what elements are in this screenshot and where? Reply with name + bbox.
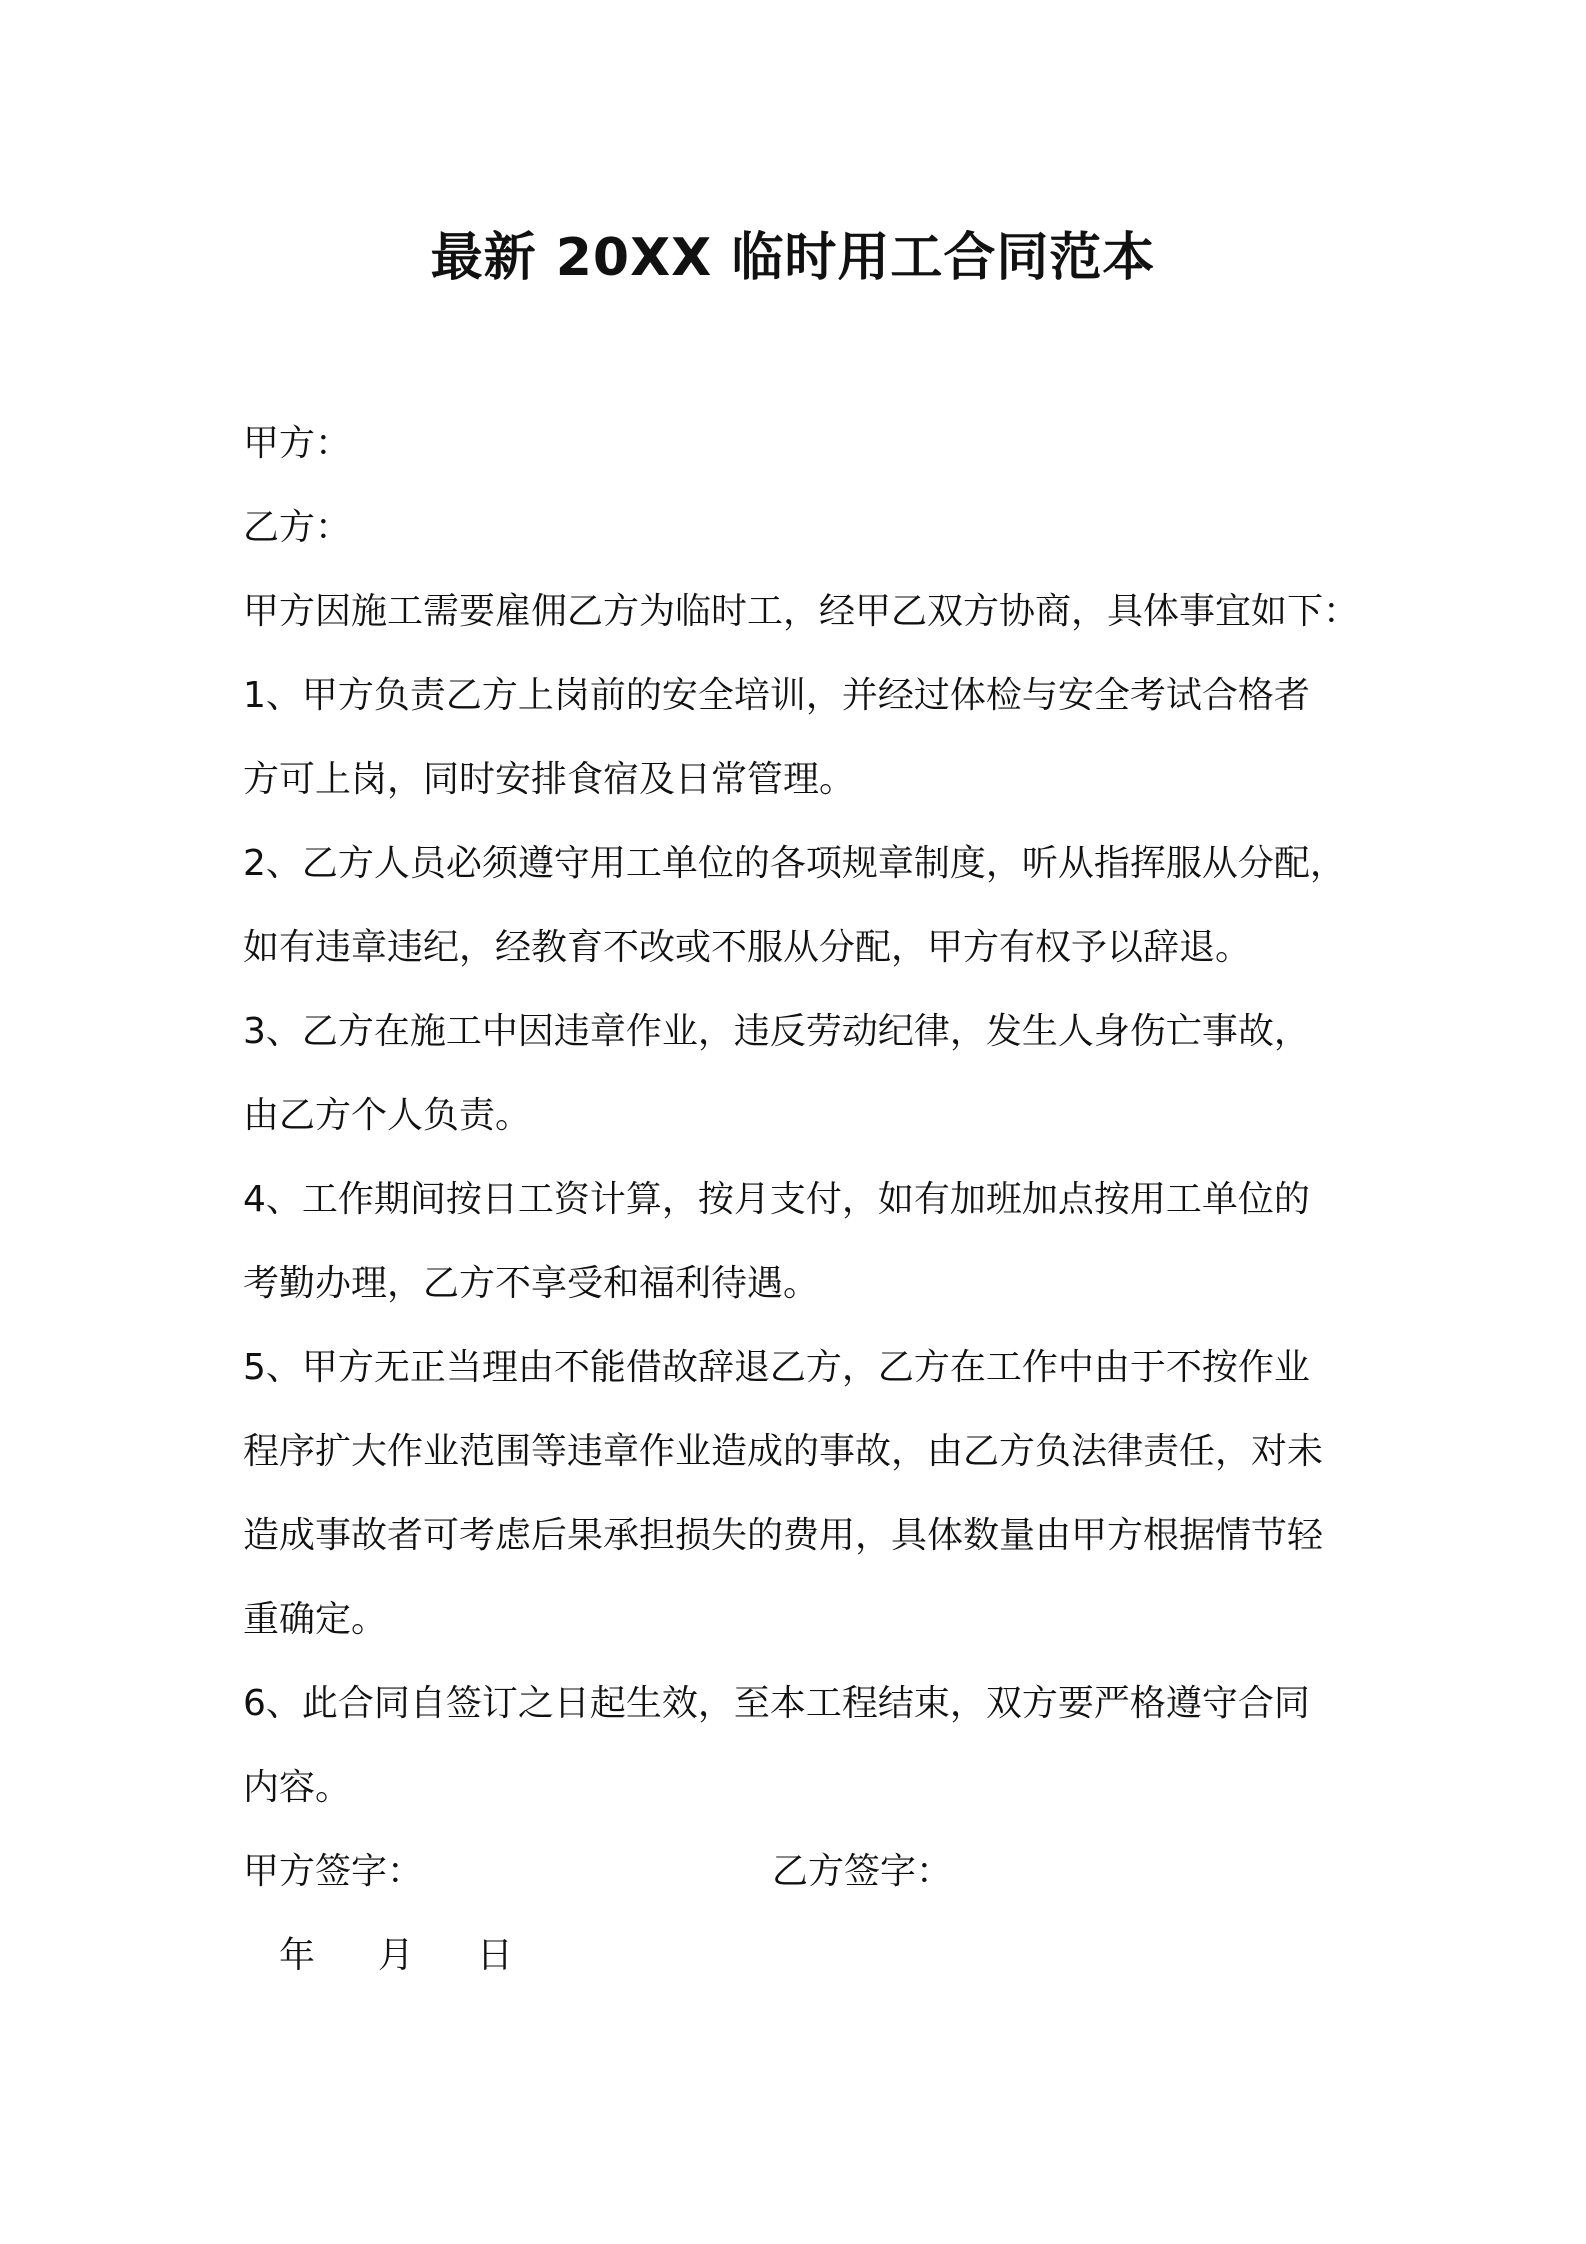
date-year-label: 年: [279, 1935, 316, 1976]
clause-line: 4、工作期间按日工资计算，按月支付，如有加班加点按用工单位的: [243, 1179, 1310, 1220]
clause-line: 考勤办理，乙方不享受和福利待遇。: [243, 1263, 820, 1304]
date-day-label: 日: [476, 1935, 513, 1976]
clause-line: 程序扩大作业范围等违章作业造成的事故，由乙方负法律责任，对未: [243, 1431, 1324, 1472]
clause-4: [243, 1158, 1363, 1326]
clause-2: [243, 822, 1363, 990]
clause-line: 6、此合同自签订之日起生效，至本工程结束，双方要严格遵守合同: [243, 1683, 1310, 1724]
clause-line: 内容。: [243, 1767, 352, 1808]
date-month-label: 月: [377, 1935, 414, 1976]
clause-line: 如有违章违纪，经教育不改或不服从分配，甲方有权予以辞退。: [243, 927, 1252, 968]
clause-line: 重确定。: [243, 1599, 388, 1640]
party-a-signature-label: 甲方签字：: [243, 1851, 424, 1892]
party-b-signature-label: 乙方签字：: [772, 1851, 953, 1892]
clause-3: [243, 990, 1363, 1158]
clause-6: [243, 1662, 1363, 1830]
clause-line: 2、乙方人员必须遵守用工单位的各项规章制度，听从指挥服从分配，: [243, 843, 1346, 884]
date-row: [243, 1914, 1363, 1998]
clause-line: 由乙方个人负责。: [243, 1095, 532, 1136]
intro-paragraph: 甲方因施工需要雇佣乙方为临时工，经甲乙双方协商，具体事宜如下：: [243, 591, 1360, 632]
clause-line: 5、甲方无正当理由不能借故辞退乙方，乙方在工作中由于不按作业: [243, 1347, 1310, 1388]
clause-line: 1、甲方负责乙方上岗前的安全培训，并经过体检与安全考试合格者: [243, 675, 1310, 716]
clause-line: 方可上岗，同时安排食宿及日常管理。: [243, 759, 856, 800]
document-body: [243, 402, 1363, 1998]
clause-line: 造成事故者可考虑后果承担损失的费用，具体数量由甲方根据情节轻: [243, 1515, 1324, 1556]
party-b-label: 乙方：: [243, 507, 352, 548]
clause-1: [243, 654, 1363, 822]
signature-row: [243, 1830, 1363, 1914]
clause-line: 3、乙方在施工中因违章作业，违反劳动纪律，发生人身伤亡事故，: [243, 1011, 1310, 1052]
document-title: 最新 20XX 临时用工合同范本: [430, 228, 1156, 288]
party-a-label: 甲方：: [243, 423, 352, 464]
clause-5: [243, 1326, 1363, 1662]
